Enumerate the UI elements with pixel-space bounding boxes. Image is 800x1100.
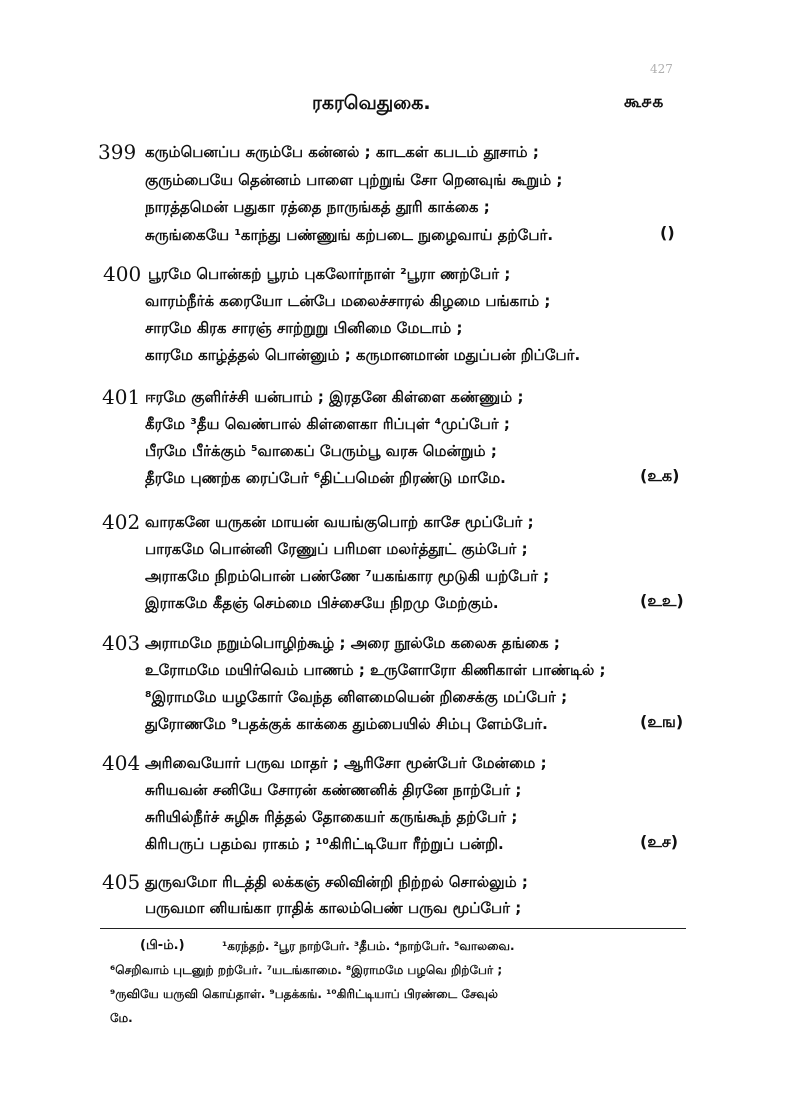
verse-marker: (உக) (640, 466, 680, 485)
verse-line: கீரமே ³தீய வெண்பால் கிள்ளைகா ரிப்புள் ⁴முப்பேர் ; (145, 415, 510, 433)
footnote-line: ¹கரந்தற். ²பூர நாற்பேர். ³தீபம். ⁴நாற்பேர். ⁵வாலவை. (222, 939, 515, 953)
pencil-annotation: 427 (650, 62, 673, 76)
verse-line: துருவமோ ரிடத்தி லக்கஞ் சலிவின்றி நிற்றல் சொல்லும் ; (145, 873, 528, 891)
verse-number: 403 (102, 631, 141, 655)
verse-line: பூரமே பொன்கற் பூரம் புகலோர்நாள் ²பூரா ணற்பேர் ; (148, 265, 511, 283)
verse-number: 399 (98, 140, 137, 164)
page-title: ரகரவெதுகை. (312, 92, 431, 114)
verse-line: சுரியவன் சனியே சோரன் கண்ணனிக் திரனே நாற்பேர் ; (145, 781, 522, 799)
verse-number: 400 (103, 262, 142, 286)
verse-line: குரும்பையே தென்னம் பாளை புற்றுங் சோ றெனவுங் கூறும் ; (145, 171, 563, 189)
verse-line: ஈரமே குளிர்ச்சி யன்பாம் ; இரதனே கிள்ளை கண்ணும் ; (145, 388, 524, 406)
verse-marker: (உங) (640, 712, 684, 731)
verse-line: ⁸இராமமே யழகோர் வேந்த னிளமையென் றிசைக்கு மப்பேர் ; (145, 688, 568, 706)
verse-line: உரோமமே மயிர்வெம் பாணம் ; உருளோரோ கிணிகாள் பாண்டில் ; (145, 661, 606, 679)
verse-line: வாரகனே யருகன் மாயன் வயங்குபொற் காசே மூப்பேர் ; (145, 513, 534, 531)
verse-line: கிரிபருப் பதம்வ ராகம் ; ¹⁰கிரிட்டியோ ரீற்றுப் பன்றி. (145, 835, 504, 853)
verse-number: 402 (102, 510, 141, 534)
verse-marker: (உச) (640, 832, 678, 851)
verse-line: சுருங்கையே ¹காந்து பண்ணுங் கற்படை நுழைவாய் தற்பேர். (145, 226, 554, 244)
verse-number: 405 (102, 870, 141, 894)
footnote-prefix: (பி-ம்.) (140, 938, 185, 953)
page-number: கூ௪௧ (624, 92, 664, 112)
footnote-line: மே. (110, 1011, 133, 1025)
verse-line: பாரகமே பொன்னி ரேணுப் பரிமள மலர்த்தூட் கும்பேர் ; (145, 540, 528, 558)
verse-line: இராகமே கீதஞ் செம்மை பிச்சையே நிறமு மேற்கும். (145, 594, 499, 612)
verse-line: பீரமே பீர்க்கும் ⁵வாகைப் பேரும்பூ வரசு மென்றும் ; (145, 442, 497, 460)
verse-line: காரமே காழ்த்தல் பொன்னும் ; கருமானமான் மதுப்பன் றிப்பேர். (145, 346, 581, 364)
verse-line: வாரம்நீர்க் கரையோ டன்பே மலைச்சாரல் கிழமை பங்காம் ; (145, 292, 551, 310)
verse-marker: () (660, 223, 675, 242)
footnote-line: ⁹ருவியே யருவி கொய்தாள். ⁹பதக்கங். ¹⁰கிரிட்டியாப் பிரண்டை சேவுல் (110, 987, 498, 1001)
verse-line: சாரமே கிரக சாரஞ் சாற்றுறு பினிமை மேடாம் ; (145, 319, 463, 337)
verse-line: துரோணமே ⁹பதக்குக் காக்கை தும்பையில் சிம்பு ளேம்பேர். (145, 715, 548, 733)
verse-line: பருவமா னியங்கா ராதிக் காலம்பெண் பருவ மூப்பேர் ; (145, 899, 522, 917)
verse-line: அரிவையோர் பருவ மாதர் ; ஆரிசோ மூன்பேர் மேன்மை ; (145, 754, 547, 772)
verse-marker: (உஉ) (640, 591, 684, 610)
verse-number: 401 (102, 385, 141, 409)
verse-line: அராமமே நறும்பொழிற்கூழ் ; அரை நூல்மே கலைசு தங்கை ; (145, 634, 560, 652)
footnote-line: ⁶செறிவாம் புடனுற் றற்பேர். ⁷யடங்காமை. ⁸இராமமே பழவெ றிற்பேர் ; (110, 963, 503, 977)
verse-line: கரும்பெனப்ப சுரும்பே கன்னல் ; காடகள் கபடம் தூசாம் ; (145, 143, 539, 161)
verse-line: நாரத்தமென் பதுகா ரத்தை நாருங்கத் தூரி காக்கை ; (145, 198, 490, 216)
verse-line: சுரியில்நீர்ச் சுழிசு ரித்தல் தோகையர் கருங்கூந் தற்பேர் ; (145, 808, 518, 826)
page-header (0, 92, 800, 122)
footnote-divider (100, 928, 686, 929)
verse-line: தீரமே புணற்க ரைப்பேர் ⁶திட்பமென் றிரண்டு மாமே. (145, 469, 506, 487)
verse-number: 404 (102, 751, 141, 775)
verse-line: அராகமே நிறம்பொன் பண்ணே ⁷யகங்கார மூடுகி யற்பேர் ; (145, 567, 550, 585)
